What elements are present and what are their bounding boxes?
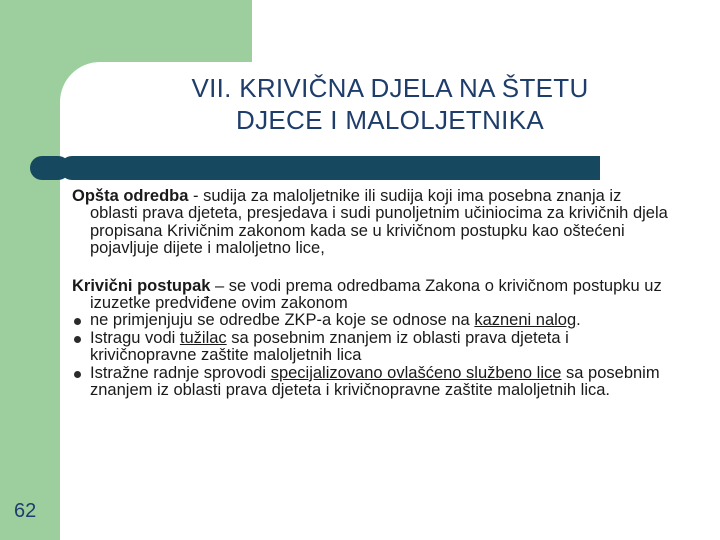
bullet-item: Istragu vodi tužilac sa posebnim znanjem iz oblasti prava djeteta i krivičnopravne zaštite maloljetnih lica: [72, 330, 672, 365]
bullet-item: Istražne radnje sprovodi specijalizovano ovlašćeno službeno lice sa posebnim znanjem iz oblasti prava djeteta i krivičnopravne zaštite maloljetnih lica.: [72, 365, 672, 400]
link-ovlasceno-lice[interactable]: specijalizovano ovlašćeno službeno lice: [270, 363, 562, 382]
link-kazneni-nalog[interactable]: kazneni nalog: [474, 311, 577, 330]
title-divider-bar: [60, 156, 600, 180]
paragraph-lead: Krivični postupak: [72, 276, 211, 295]
bullet-item: ne primjenjuju se odredbe ZKP-a koje se odnose na kazneni nalog.: [72, 312, 672, 329]
link-tuzilac[interactable]: tužilac: [179, 328, 227, 347]
bullet-list: [72, 312, 672, 399]
slide-title-line1: VII. KRIVIČNA DJELA NA ŠTETU: [191, 73, 589, 103]
slide-title-line2: DJECE I MALOLJETNIKA: [236, 105, 544, 135]
paragraph-lead: Opšta odredba: [72, 187, 189, 205]
slide-body: [72, 188, 672, 399]
paragraph-text: – se vodi prema odredbama Zakona o krivičnom postupku uz izuzetke predviđene ovim zakonom: [90, 276, 662, 313]
decor-green-left: [0, 0, 60, 540]
paragraph-general-rule: [72, 188, 672, 258]
page-number: 62: [14, 500, 37, 522]
paragraph-criminal-procedure: [72, 278, 672, 313]
paragraph-text: - sudija za maloljetnike ili sudija koji ima posebna znanja iz oblasti prava djeteta, presjedava i sudi punoljetnim učiniocima za krivičnih djela propisana Krivičnim zakonom kada se u krivičnom postupku kao oštećeni pojavljuje dijete i maloljetno lice,: [90, 187, 668, 258]
slide-title: [100, 72, 680, 136]
